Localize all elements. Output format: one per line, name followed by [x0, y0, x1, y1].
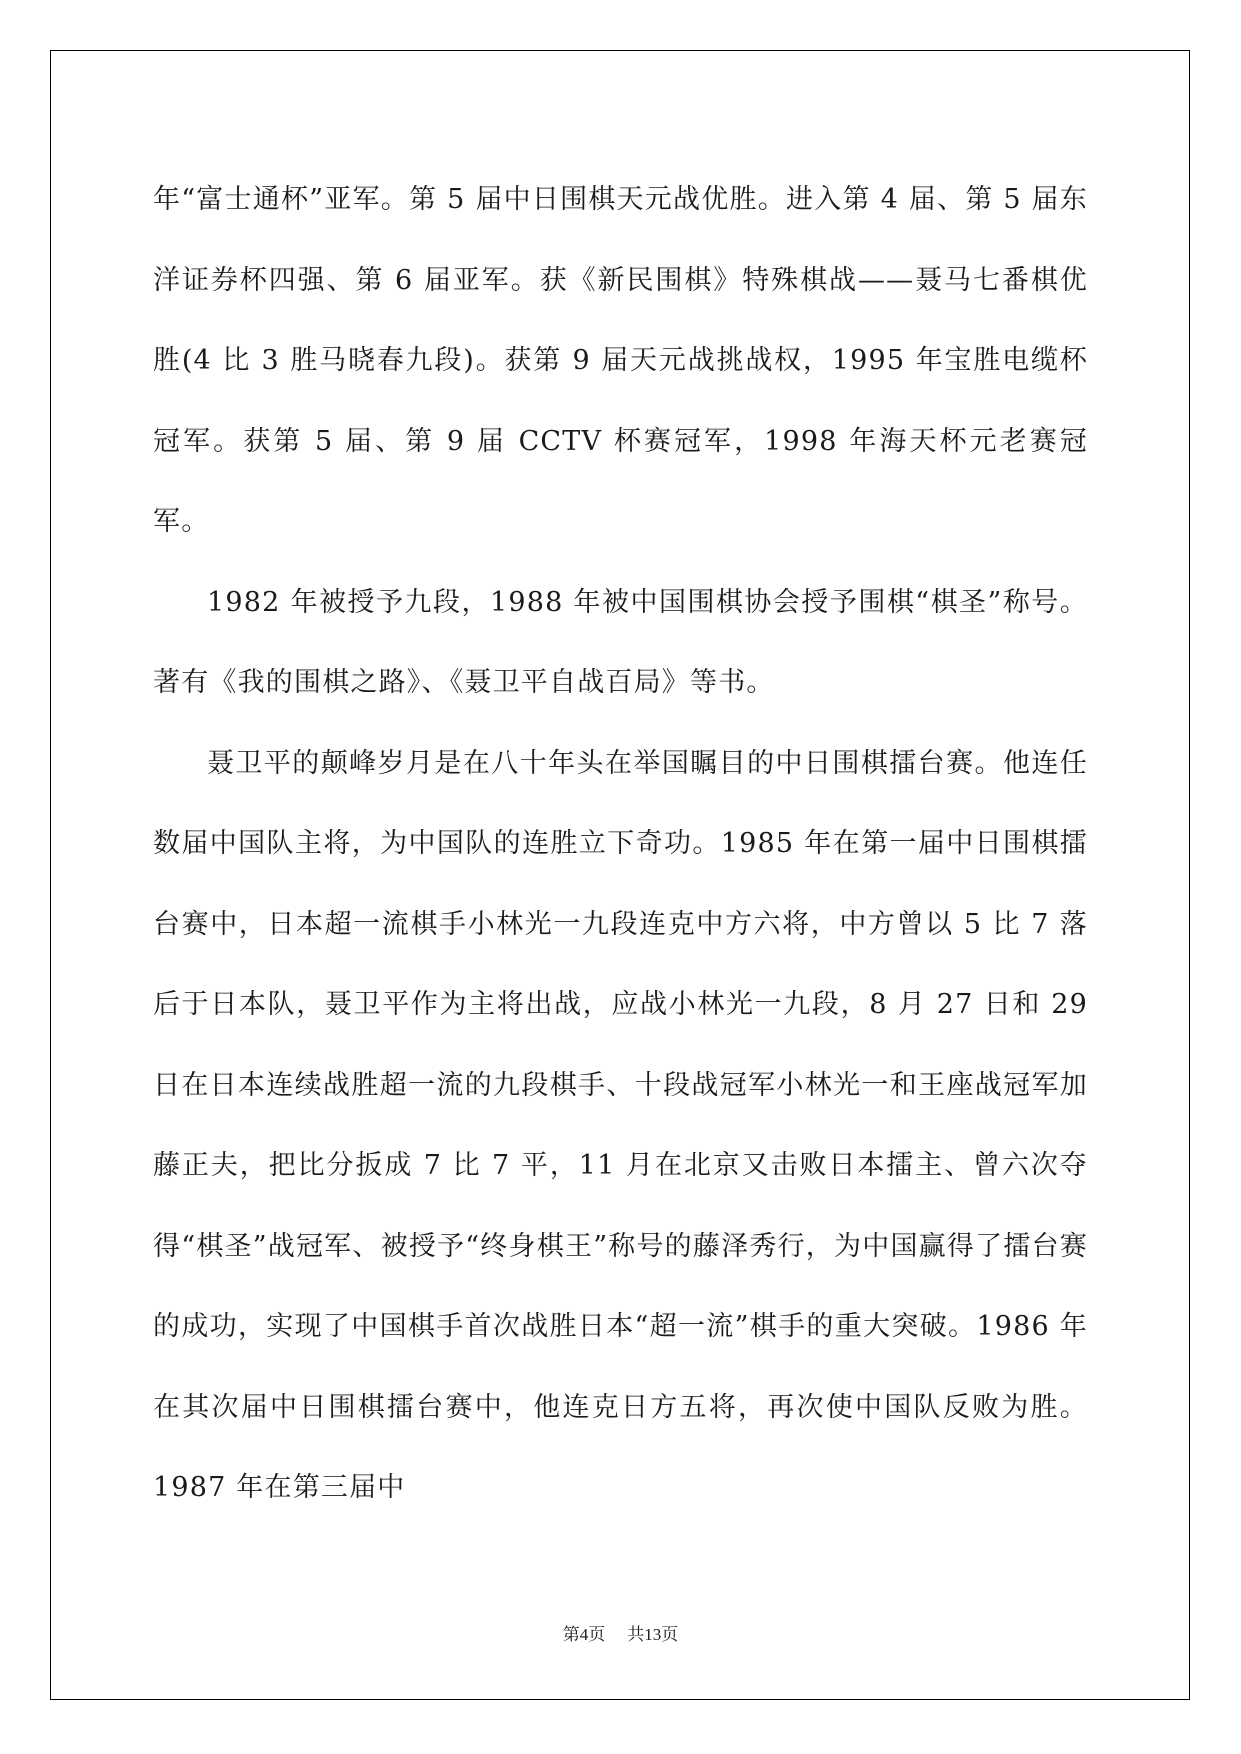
- page-number: 4: [579, 1625, 589, 1644]
- page-prefix: 第: [562, 1625, 580, 1645]
- page-footer: [0, 1625, 1241, 1645]
- total-pages: 13: [644, 1625, 662, 1644]
- document-body: [153, 160, 1088, 1529]
- total-prefix: 共: [627, 1625, 645, 1645]
- page-suffix: 页: [588, 1625, 606, 1645]
- paragraph-continued: 年“富士通杯”亚军。第 5 届中日围棋天元战优胜。进入第 4 届、第 5 届东洋证券杯四强、第 6 届亚军。获《新民围棋》特殊棋战——聂马七番棋优胜(4 比 3 胜马晓春九段)。获第 9 届天元战挑战权，1995 年宝胜电缆杯冠军。获第 5 届、第 9 届 CCTV 杯赛冠军，1998 年海天杯元老赛冠军。: [153, 184, 1088, 537]
- paragraph-rank-title: 1982 年被授予九段，1988 年被中国围棋协会授予围棋“棋圣”称号。著有《我的围棋之路》、《聂卫平自战百局》等书。: [153, 586, 1088, 698]
- paragraph-peak-years: 聂卫平的颠峰岁月是在八十年头在举国瞩目的中日围棋擂台赛。他连任数届中国队主将，为中国队的连胜立下奇功。1985 年在第一届中日围棋擂台赛中，日本超一流棋手小林光一九段连克中方六将，中方曾以 5 比 7 落后于日本队，聂卫平作为主将出战，应战小林光一九段，8 月 27 日和 29 日在日本连续战胜超一流的九段棋手、十段战冠军小林光一和王座战冠军加藤正夫，把比分扳成 7 比 7 平，11 月在北京又击败日本擂主、曾六次夺得“棋圣”战冠军、被授予“终身棋王”称号的藤泽秀行，为中国赢得了擂台赛的成功，实现了中国棋手首次战胜日本“超一流”棋手的重大突破。1986 年在其次届中日围棋擂台赛中，他连克日方五将，再次使中国队反败为胜。1987 年在第三届中: [153, 747, 1088, 1503]
- total-suffix: 页: [661, 1625, 679, 1645]
